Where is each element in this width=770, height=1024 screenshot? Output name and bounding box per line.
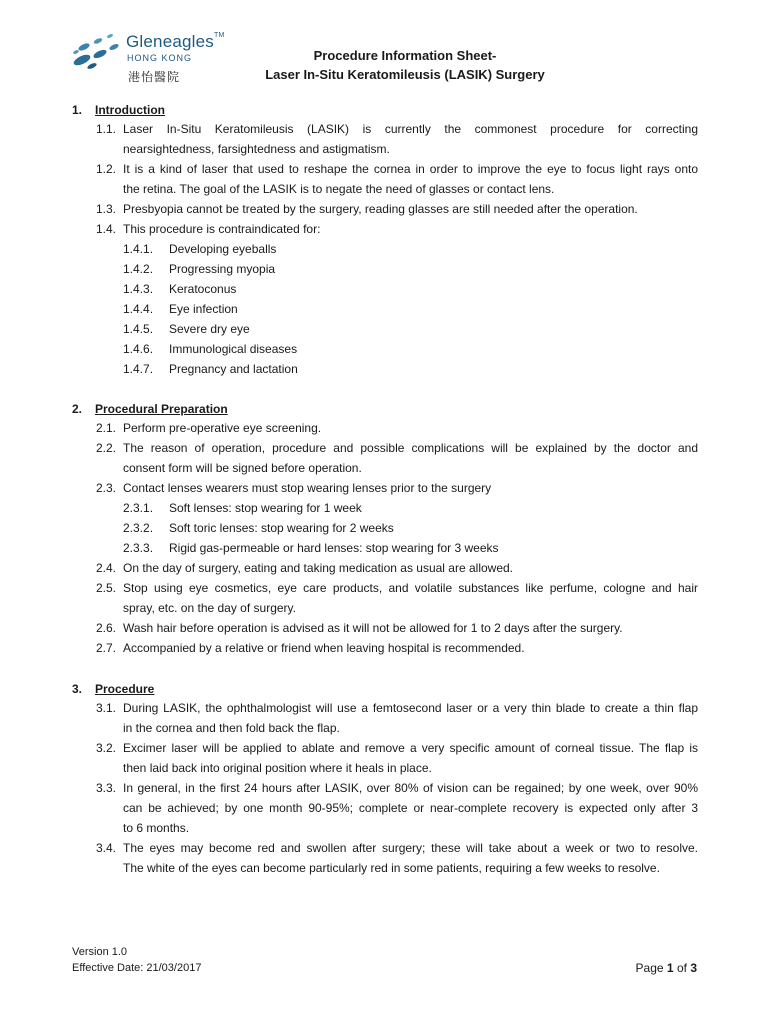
subitem-text: Soft lenses: stop wearing for 1 week [169,501,362,515]
item-number: 1.1. [96,122,117,136]
item-number: 2.7. [96,641,117,655]
item-text-line: to 6 months. [123,821,190,835]
item-text-line: The reason of operation, procedure and possible complications will be explained by the doctor and [123,441,698,455]
item-number: 2.2. [96,441,117,455]
subitem-number: 1.4.4. [123,302,154,316]
section-title: Procedure [95,682,155,696]
item-number: 3.3. [96,781,117,795]
subitem-number: 1.4.6. [123,342,154,356]
subitem-text: Eye infection [169,302,238,316]
logo-chinese-name: 港怡醫院 [128,70,181,84]
list-item [96,618,698,638]
subitem-number: 1.4.3. [123,282,154,296]
section-number: 3. [72,682,83,696]
logo-trademark: TM [214,32,225,39]
item-number: 2.5. [96,581,117,595]
footer-page-number: Page 1 of 3 [635,961,697,975]
subitem-text: Progressing myopia [169,262,276,276]
list-item [96,199,698,219]
subitem-number: 1.4.5. [123,322,154,336]
subitem-text: Severe dry eye [169,322,250,336]
item-number: 1.2. [96,162,117,176]
item-text-line: During LASIK, the ophthalmologist will use a femtosecond laser or a very thin blade to create a thin flap [123,701,698,715]
subitem-number: 1.4.1. [123,242,154,256]
list-item [96,119,698,159]
item-text-line: Wash hair before operation is advised as it will not be allowed for 1 to 2 days after the surgery. [123,621,623,635]
list-item [96,638,698,658]
footer-effective-date: Effective Date: 21/03/2017 [72,962,202,974]
section-title: Introduction [95,103,165,117]
item-text-line: The eyes may become red and swollen after surgery; these will take about a week or two to resolve. [123,841,698,855]
list-item [96,159,698,199]
document-title-line1: Procedure Information Sheet- [313,48,497,63]
list-item [96,738,698,778]
subitem-number: 2.3.2. [123,521,154,535]
item-number: 1.4. [96,222,117,236]
list-item [96,478,698,498]
list-item [96,418,698,438]
item-text-line: This procedure is contraindicated for: [123,222,321,236]
item-text-line: Laser In-Situ Keratomileusis (LASIK) is currently the commonest procedure for correcting [123,122,698,136]
item-text-line: spray, etc. on the day of surgery. [123,601,296,615]
subitem-number: 1.4.7. [123,362,154,376]
subitem-number: 2.3.3. [123,541,154,555]
item-text-line: nearsightedness, farsightedness and astigmatism. [123,142,390,156]
item-number: 2.4. [96,561,117,575]
subitem-text: Immunological diseases [169,342,298,356]
list-item [96,438,698,478]
item-text-line: then laid back into original position where it heals in place. [123,761,432,775]
item-number: 1.3. [96,202,117,216]
item-text-line: The white of the eyes can become particularly red in some patients, requiring a few weeks to resolve. [123,861,660,875]
subitem-text: Soft toric lenses: stop wearing for 2 weeks [169,521,394,535]
item-number: 2.1. [96,421,117,435]
logo-name: Gleneagles™ [126,32,225,51]
list-item [96,698,698,738]
item-text-line: Perform pre-operative eye screening. [123,421,322,435]
list-item [96,778,698,838]
item-text-line: It is a kind of laser that used to reshape the cornea in order to improve the eye to focus light rays onto [123,162,698,176]
subitem-text: Pregnancy and lactation [169,362,298,376]
item-text-line: Excimer laser will be applied to ablate and remove a very specific amount of corneal tissue. The flap is [123,741,698,755]
subitem-text: Keratoconus [169,282,237,296]
item-text-line: On the day of surgery, eating and taking medication as usual are allowed. [123,561,514,575]
item-number: 3.2. [96,741,117,755]
list-item [96,558,698,578]
list-item [96,219,698,239]
subitem-text: Rigid gas-permeable or hard lenses: stop wearing for 3 weeks [169,541,499,555]
item-number: 3.1. [96,701,117,715]
list-item [96,578,698,618]
item-text-line: consent form will be signed before operation. [123,461,362,475]
item-number: 2.6. [96,621,117,635]
logo-subtitle: HONG KONG [127,53,193,63]
footer-version: Version 1.0 [72,946,128,958]
item-text-line: Contact lenses wearers must stop wearing lenses prior to the surgery [123,481,492,495]
item-number: 2.3. [96,481,117,495]
item-text-line: Stop using eye cosmetics, eye care products, and volatile substances like perfume, cologne and hair [123,581,698,595]
document-title-line2: Laser In-Situ Keratomileusis (LASIK) Surgery [265,67,545,82]
subitem-text: Developing eyeballs [169,242,277,256]
subitem-number: 2.3.1. [123,501,154,515]
section-number: 2. [72,402,83,416]
item-text-line: can be achieved; by one month 90-95%; complete or near-complete recovery is expected only after 3 [123,801,698,815]
item-text-line: in the cornea and then fold back the flap. [123,721,340,735]
section-number: 1. [72,103,83,117]
item-text-line: Accompanied by a relative or friend when leaving hospital is recommended. [123,641,525,655]
subitem-number: 1.4.2. [123,262,154,276]
item-text-line: In general, in the first 24 hours after LASIK, over 80% of vision can be regained; by one week, over 90% [123,781,698,795]
section-title: Procedural Preparation [95,402,228,416]
item-text-line: Presbyopia cannot be treated by the surgery, reading glasses are still needed after the operation. [123,202,638,216]
item-text-line: the retina. The goal of the LASIK is to negate the need of glasses or contact lens. [123,182,555,196]
list-item [96,838,698,878]
item-number: 3.4. [96,841,117,855]
